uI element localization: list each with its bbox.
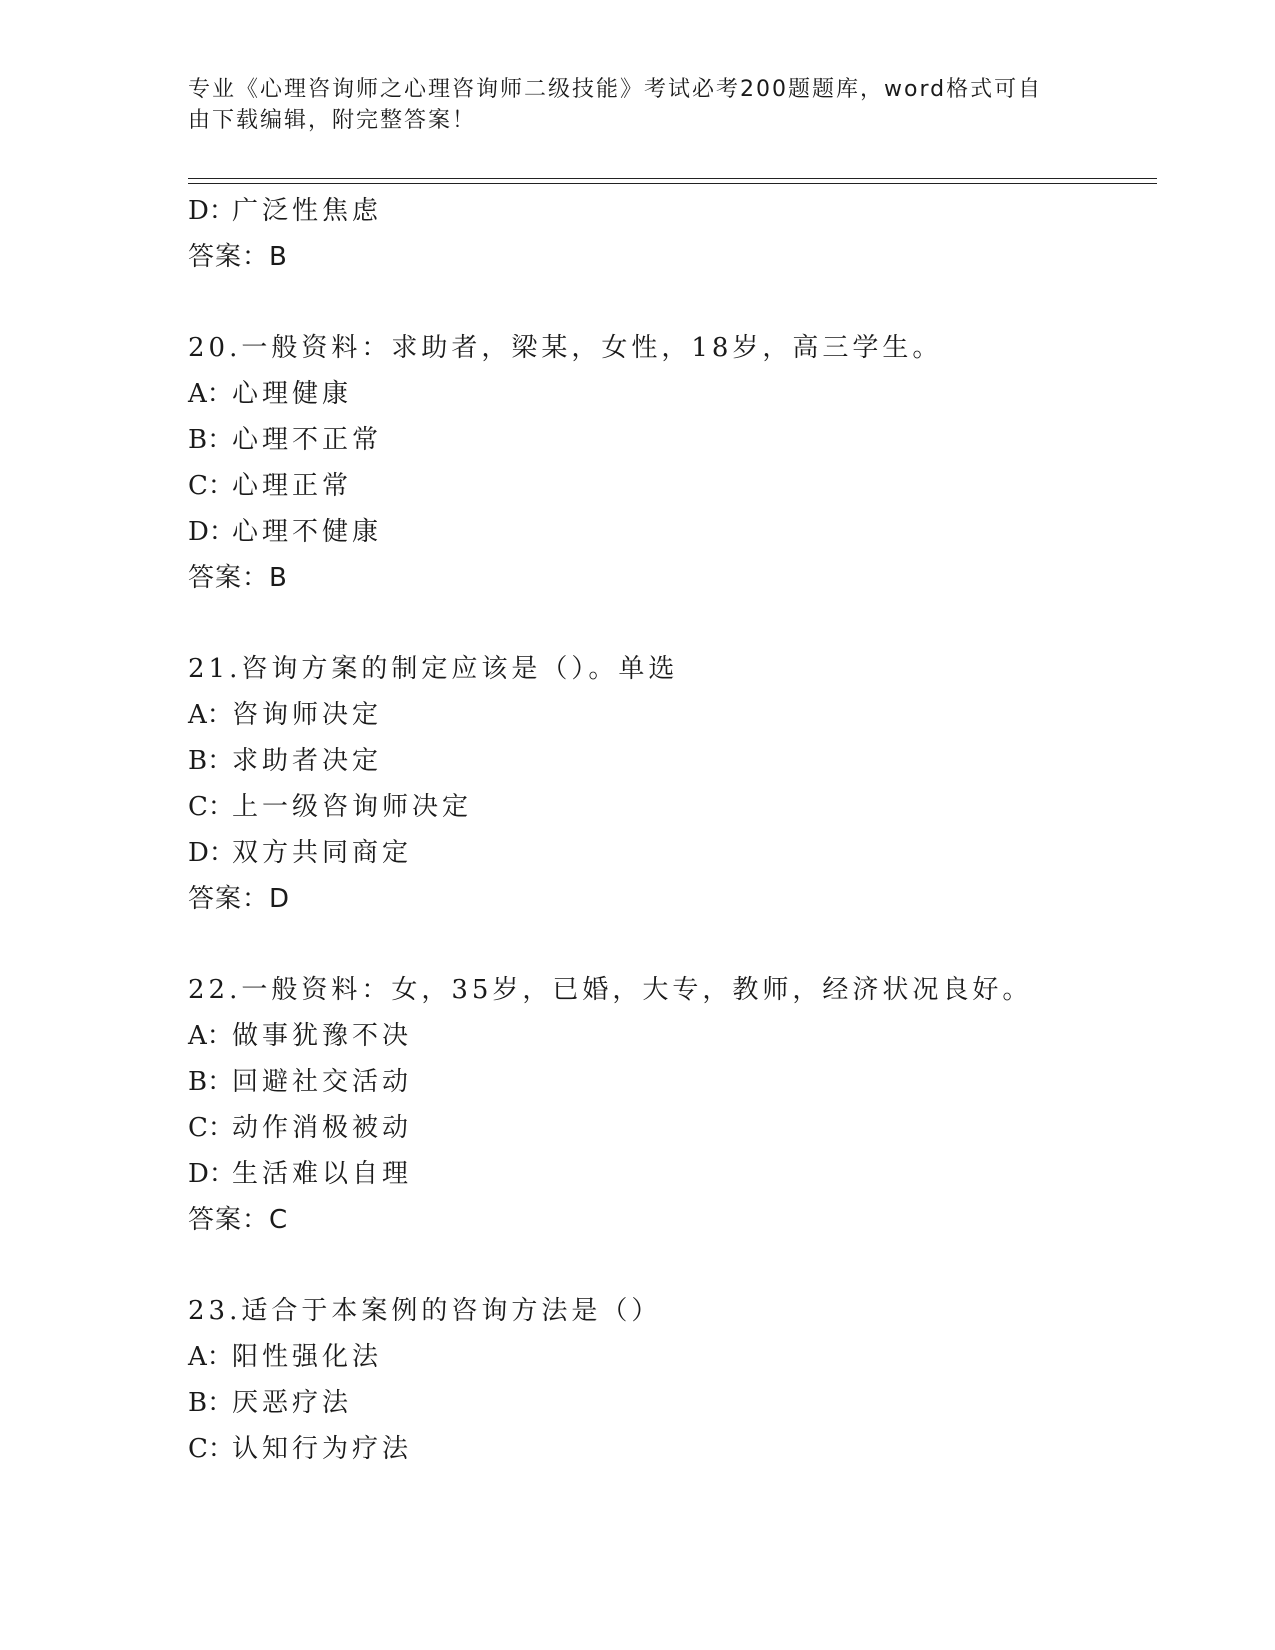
header-line-1: 专业《心理咨询师之心理咨询师二级技能》考试必考200题题库，word格式可自 bbox=[188, 77, 1043, 102]
option-row bbox=[188, 1105, 1148, 1151]
option-text: 求助者决定 bbox=[232, 746, 383, 776]
option-row bbox=[188, 1426, 1148, 1472]
question-block bbox=[188, 188, 1148, 280]
option-label: D： bbox=[188, 517, 235, 547]
option-label: A： bbox=[188, 379, 233, 409]
question-text: 21.咨询方案的制定应该是（）。单选 bbox=[188, 654, 679, 684]
option-row bbox=[188, 1059, 1148, 1105]
option-label: D： bbox=[188, 838, 235, 868]
question-spacer bbox=[188, 1243, 1148, 1288]
option-label: C： bbox=[188, 1113, 234, 1143]
option-row bbox=[188, 188, 1148, 234]
option-text: 回避社交活动 bbox=[232, 1067, 413, 1097]
option-label: C： bbox=[188, 792, 234, 822]
question-block bbox=[188, 325, 1148, 601]
option-row bbox=[188, 1334, 1148, 1380]
option-text: 上一级咨询师决定 bbox=[232, 792, 473, 822]
option-label: B： bbox=[188, 746, 234, 776]
option-text: 广泛性焦虑 bbox=[232, 196, 383, 226]
option-text: 心理不正常 bbox=[232, 425, 383, 455]
option-text: 心理健康 bbox=[232, 379, 353, 409]
option-row bbox=[188, 784, 1148, 830]
option-label: A： bbox=[188, 1342, 233, 1372]
answer-text: 答案：C bbox=[188, 1205, 289, 1235]
option-text: 生活难以自理 bbox=[232, 1159, 413, 1189]
answer-text: 答案：B bbox=[188, 563, 288, 593]
question-block bbox=[188, 967, 1148, 1243]
header-line-2: 由下载编辑，附完整答案！ bbox=[188, 108, 477, 133]
option-row bbox=[188, 417, 1148, 463]
option-label: B： bbox=[188, 1067, 234, 1097]
question-block bbox=[188, 1288, 1148, 1472]
question-spacer bbox=[188, 922, 1148, 967]
question-spacer bbox=[188, 601, 1148, 646]
option-text: 动作消极被动 bbox=[232, 1113, 413, 1143]
question-text: 20.一般资料：求助者，梁某，女性，18岁，高三学生。 bbox=[188, 333, 943, 363]
option-row bbox=[188, 830, 1148, 876]
option-row bbox=[188, 509, 1148, 555]
option-text: 双方共同商定 bbox=[232, 838, 413, 868]
option-label: C： bbox=[188, 1434, 234, 1464]
question-block bbox=[188, 646, 1148, 922]
option-row bbox=[188, 692, 1148, 738]
option-row bbox=[188, 1013, 1148, 1059]
option-label: B： bbox=[188, 425, 234, 455]
option-text: 心理不健康 bbox=[232, 517, 383, 547]
option-text: 心理正常 bbox=[232, 471, 353, 501]
option-text: 阳性强化法 bbox=[232, 1342, 383, 1372]
option-row bbox=[188, 1151, 1148, 1197]
option-label: A： bbox=[188, 1021, 233, 1051]
option-label: D： bbox=[188, 196, 235, 226]
option-label: D： bbox=[188, 1159, 235, 1189]
option-label: A： bbox=[188, 700, 233, 730]
option-text: 咨询师决定 bbox=[232, 700, 383, 730]
question-text: 23.适合于本案例的咨询方法是（） bbox=[188, 1296, 662, 1326]
option-row bbox=[188, 738, 1148, 784]
answer-text: 答案：D bbox=[188, 884, 291, 914]
header-divider-bottom bbox=[188, 183, 1157, 184]
answer-text: 答案：B bbox=[188, 242, 288, 272]
option-label: C： bbox=[188, 471, 234, 501]
option-row bbox=[188, 371, 1148, 417]
question-spacer bbox=[188, 280, 1148, 325]
option-text: 认知行为疗法 bbox=[232, 1434, 413, 1464]
option-text: 厌恶疗法 bbox=[232, 1388, 353, 1418]
question-text: 22.一般资料：女，35岁，已婚，大专，教师，经济状况良好。 bbox=[188, 975, 1033, 1005]
document-header bbox=[188, 74, 1088, 136]
header-divider-top bbox=[188, 178, 1157, 179]
option-row bbox=[188, 1380, 1148, 1426]
question-list bbox=[188, 188, 1148, 1472]
option-row bbox=[188, 463, 1148, 509]
option-text: 做事犹豫不决 bbox=[232, 1021, 413, 1051]
option-label: B： bbox=[188, 1388, 234, 1418]
